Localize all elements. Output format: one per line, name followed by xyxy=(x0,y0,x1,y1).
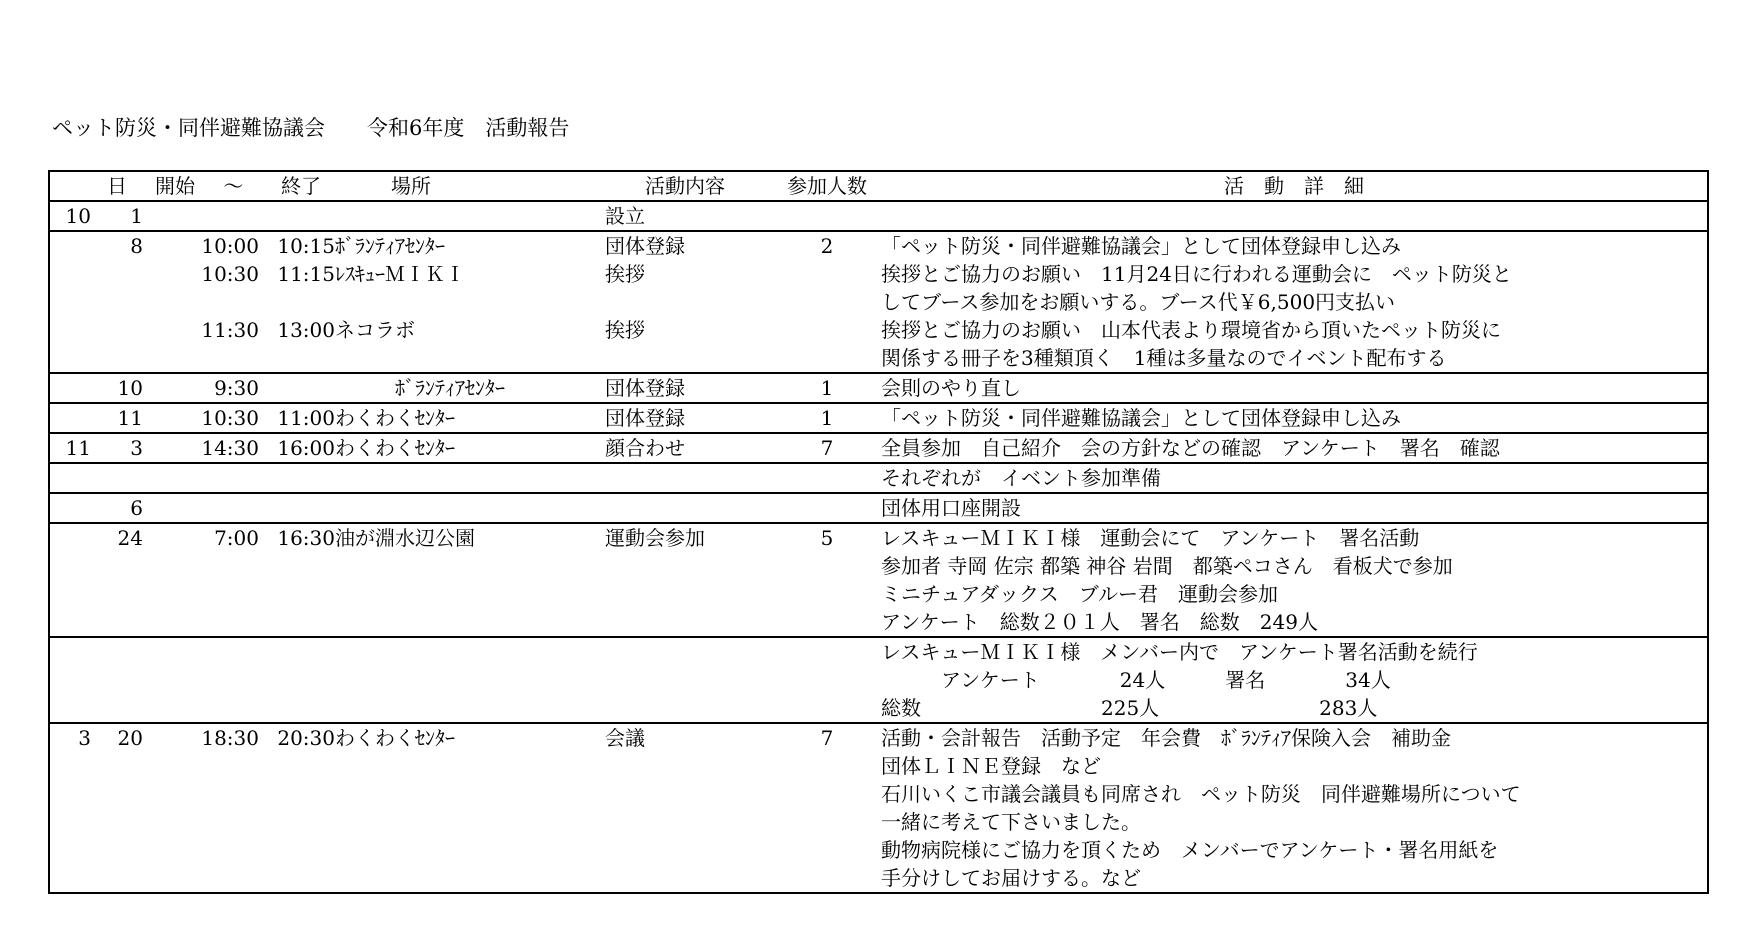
detail-cell: アンケート 24人 署名 34人 xyxy=(881,668,1391,692)
day-cell xyxy=(91,552,143,580)
end-time-cell xyxy=(259,666,335,694)
month-cell xyxy=(49,780,91,808)
start-time-cell xyxy=(143,463,259,493)
activity-cell: 会議 xyxy=(605,726,645,750)
month-cell xyxy=(49,403,91,433)
month-cell xyxy=(49,694,91,723)
end-time-cell xyxy=(259,288,335,316)
activity-cell xyxy=(605,288,773,316)
header-participants: 参加人数 xyxy=(787,174,867,198)
end-time-cell xyxy=(259,580,335,608)
day-cell: 11 xyxy=(117,406,143,430)
table-row xyxy=(49,780,1708,808)
place-cell xyxy=(335,780,605,808)
activity-cell: 運動会参加 xyxy=(605,526,705,550)
header-day: 日 xyxy=(107,174,127,198)
participants-cell xyxy=(773,694,881,723)
activity-cell: 団体登録 xyxy=(605,406,685,430)
start-time-cell xyxy=(143,694,259,723)
table-row xyxy=(49,808,1708,836)
month-cell xyxy=(49,288,91,316)
month-cell xyxy=(49,580,91,608)
month-cell: 10 xyxy=(65,204,91,228)
day-cell: 24 xyxy=(117,526,143,550)
table-row xyxy=(49,260,1708,288)
participants-cell xyxy=(773,493,881,523)
end-time-cell: 20:30 xyxy=(277,726,335,750)
activity-cell xyxy=(605,780,773,808)
place-cell xyxy=(335,288,605,316)
detail-cell: 参加者 寺岡 佐宗 都築 神谷 岩間 都築ペコさん 看板犬で参加 xyxy=(881,554,1453,578)
table-row xyxy=(49,864,1708,893)
table-row xyxy=(49,523,1708,552)
start-time-cell: 10:30 xyxy=(201,406,259,430)
detail-cell: 団体ＬＩＮＥ登録 など xyxy=(881,754,1101,778)
month-cell xyxy=(49,666,91,694)
start-time-cell xyxy=(143,637,259,666)
start-time-cell: 18:30 xyxy=(201,726,259,750)
table-row xyxy=(49,694,1708,723)
participants-cell xyxy=(773,637,881,666)
table-row xyxy=(49,493,1708,523)
activity-cell xyxy=(605,864,773,893)
participants-cell xyxy=(773,316,881,344)
detail-cell: してブース参加をお願いする。ブース代￥6,500円支払い xyxy=(881,290,1396,314)
place-cell xyxy=(335,201,605,231)
table-row xyxy=(49,723,1708,752)
month-cell xyxy=(49,260,91,288)
place-cell xyxy=(335,463,605,493)
start-time-cell xyxy=(143,608,259,637)
month-cell xyxy=(49,836,91,864)
detail-cell: 一緒に考えて下さいました。 xyxy=(881,810,1141,834)
day-cell xyxy=(91,864,143,893)
start-time-cell: 10:00 xyxy=(201,234,259,258)
day-cell xyxy=(91,836,143,864)
table-row xyxy=(49,231,1708,260)
place-cell xyxy=(335,493,605,523)
month-cell xyxy=(49,637,91,666)
end-time-cell: 10:15 xyxy=(277,234,335,258)
table-row xyxy=(49,463,1708,493)
participants-cell: 5 xyxy=(820,526,834,550)
place-cell: わくわくｾﾝﾀｰ xyxy=(335,436,455,460)
place-cell xyxy=(335,836,605,864)
day-cell xyxy=(91,752,143,780)
detail-cell: ミニチュアダックス ブルー君 運動会参加 xyxy=(881,582,1278,606)
participants-cell: 7 xyxy=(820,436,834,460)
place-cell xyxy=(335,808,605,836)
end-time-cell: 11:00 xyxy=(277,406,335,430)
activity-cell xyxy=(605,493,773,523)
end-time-cell xyxy=(259,780,335,808)
activity-cell xyxy=(605,836,773,864)
activity-cell xyxy=(605,637,773,666)
month-cell xyxy=(49,608,91,637)
activity-report-table xyxy=(48,170,1709,894)
detail-cell: 活動・会計報告 活動予定 年会費 ﾎﾞﾗﾝﾃｨｱ保険入会 補助金 xyxy=(881,726,1451,750)
participants-cell xyxy=(773,836,881,864)
place-cell: わくわくｾﾝﾀｰ xyxy=(335,726,455,750)
table-row xyxy=(49,637,1708,666)
table-row xyxy=(49,373,1708,403)
document-title: ペット防災・同伴避難協議会 令和6年度 活動報告 xyxy=(52,116,570,140)
month-cell xyxy=(49,552,91,580)
place-cell xyxy=(335,552,605,580)
participants-cell: 7 xyxy=(820,726,834,750)
table-row xyxy=(49,288,1708,316)
detail-cell xyxy=(881,201,1708,231)
header-place: 場所 xyxy=(391,174,431,198)
activity-cell xyxy=(605,608,773,637)
activity-cell: 団体登録 xyxy=(605,376,685,400)
place-cell xyxy=(335,580,605,608)
place-cell xyxy=(335,608,605,637)
detail-cell: レスキューＭＩＫＩ様 メンバー内で アンケート署名活動を続行 xyxy=(881,640,1478,664)
table-row xyxy=(49,552,1708,580)
end-time-cell: 16:30 xyxy=(277,526,335,550)
end-time-cell xyxy=(259,694,335,723)
detail-cell: 「ペット防災・同伴避難協議会」として団体登録申し込み xyxy=(881,406,1401,430)
activity-cell xyxy=(605,752,773,780)
day-cell xyxy=(91,463,143,493)
start-time-cell xyxy=(143,752,259,780)
participants-cell xyxy=(773,201,881,231)
header-activity: 活動内容 xyxy=(645,174,725,198)
header-month-cell xyxy=(49,171,91,201)
detail-cell: 関係する冊子を3種類頂く 1種は多量なのでイベント配布する xyxy=(881,346,1447,370)
end-time-cell xyxy=(259,864,335,893)
participants-cell xyxy=(773,608,881,637)
month-cell xyxy=(49,316,91,344)
end-time-cell: 16:00 xyxy=(277,436,335,460)
end-time-cell: 13:00 xyxy=(277,318,335,342)
end-time-cell xyxy=(259,608,335,637)
participants-cell xyxy=(773,780,881,808)
place-cell: 油が淵水辺公園 xyxy=(335,526,475,550)
day-cell: 3 xyxy=(130,436,143,460)
participants-cell xyxy=(773,808,881,836)
end-time-cell xyxy=(259,808,335,836)
month-cell xyxy=(49,808,91,836)
end-time-cell xyxy=(259,344,335,373)
detail-cell: 手分けしてお届けする。など xyxy=(881,866,1141,890)
month-cell: 11 xyxy=(65,436,91,460)
start-time-cell xyxy=(143,808,259,836)
start-time-cell: 7:00 xyxy=(214,526,259,550)
header-start-label: 開始 xyxy=(155,174,195,198)
detail-cell: アンケート 総数２０１人 署名 総数 249人 xyxy=(881,610,1318,634)
participants-cell: 1 xyxy=(820,376,834,400)
table-row xyxy=(49,316,1708,344)
start-time-cell xyxy=(143,344,259,373)
day-cell xyxy=(91,666,143,694)
header-tilde: ～ xyxy=(223,174,244,198)
start-time-cell xyxy=(143,552,259,580)
day-cell xyxy=(91,694,143,723)
table-row xyxy=(49,580,1708,608)
end-time-cell xyxy=(259,493,335,523)
detail-cell: 総数 225人 283人 xyxy=(881,696,1378,720)
month-cell: 3 xyxy=(78,726,91,750)
end-time-cell xyxy=(259,373,335,403)
table-row xyxy=(49,403,1708,433)
place-cell xyxy=(335,344,605,373)
place-cell: ﾚｽｷｭｰＭＩＫＩ xyxy=(335,262,465,286)
detail-cell: 会則のやり直し xyxy=(881,376,1021,400)
participants-cell xyxy=(773,463,881,493)
place-cell xyxy=(335,864,605,893)
month-cell xyxy=(49,864,91,893)
day-cell: 6 xyxy=(130,496,143,520)
activity-cell: 挨拶 xyxy=(605,318,645,342)
month-cell xyxy=(49,463,91,493)
day-cell: 1 xyxy=(130,204,143,228)
day-cell xyxy=(91,316,143,344)
participants-cell xyxy=(773,752,881,780)
end-time-cell xyxy=(259,552,335,580)
day-cell xyxy=(91,580,143,608)
detail-cell: レスキューＭＩＫＩ様 運動会にて アンケート 署名活動 xyxy=(881,526,1420,550)
end-time-cell xyxy=(259,637,335,666)
place-cell: ﾎﾞﾗﾝﾃｨｱｾﾝﾀｰ xyxy=(335,234,445,258)
month-cell xyxy=(49,523,91,552)
activity-cell: 設立 xyxy=(605,204,645,228)
month-cell xyxy=(49,752,91,780)
start-time-cell xyxy=(143,780,259,808)
participants-cell xyxy=(773,260,881,288)
participants-cell xyxy=(773,666,881,694)
start-time-cell xyxy=(143,580,259,608)
table-header xyxy=(49,171,1708,201)
participants-cell: 1 xyxy=(820,406,834,430)
detail-cell: 挨拶とご協力のお願い 11月24日に行われる運動会に ペット防災と xyxy=(881,262,1512,286)
start-time-cell xyxy=(143,836,259,864)
start-time-cell xyxy=(143,864,259,893)
detail-cell: 動物病院様にご協力を頂くため メンバーでアンケート・署名用紙を xyxy=(881,838,1499,862)
activity-cell xyxy=(605,666,773,694)
month-cell xyxy=(49,493,91,523)
activity-cell xyxy=(605,463,773,493)
end-time-cell xyxy=(259,201,335,231)
participants-cell xyxy=(773,288,881,316)
day-cell xyxy=(91,344,143,373)
place-cell: わくわくｾﾝﾀｰ xyxy=(335,406,455,430)
table-body xyxy=(49,201,1708,893)
place-cell xyxy=(335,637,605,666)
end-time-cell xyxy=(259,752,335,780)
participants-cell xyxy=(773,580,881,608)
header-end: 終了 xyxy=(281,174,321,198)
table-row xyxy=(49,201,1708,231)
detail-cell: 石川いくこ市議会議員も同席され ペット防災 同伴避難場所について xyxy=(881,782,1521,806)
day-cell xyxy=(91,780,143,808)
start-time-cell: 14:30 xyxy=(201,436,259,460)
month-cell xyxy=(49,344,91,373)
table-row xyxy=(49,752,1708,780)
end-time-cell xyxy=(259,463,335,493)
participants-cell: 2 xyxy=(820,234,834,258)
activity-cell xyxy=(605,580,773,608)
place-cell xyxy=(335,694,605,723)
place-cell: ネコラボ xyxy=(335,318,415,342)
day-cell xyxy=(91,260,143,288)
detail-cell: 全員参加 自己紹介 会の方針などの確認 アンケート 署名 確認 xyxy=(881,436,1500,460)
day-cell: 20 xyxy=(117,726,143,750)
participants-cell xyxy=(773,344,881,373)
table-row xyxy=(49,433,1708,463)
end-time-cell: 11:15 xyxy=(277,262,335,286)
start-time-cell: 10:30 xyxy=(201,262,259,286)
header-start xyxy=(143,171,259,201)
activity-cell xyxy=(605,344,773,373)
detail-cell: 「ペット防災・同伴避難協議会」として団体登録申し込み xyxy=(881,234,1401,258)
detail-cell: それぞれが イベント参加準備 xyxy=(881,466,1161,490)
month-cell xyxy=(49,373,91,403)
detail-cell: 団体用口座開設 xyxy=(881,496,1021,520)
day-cell: 10 xyxy=(117,376,143,400)
activity-cell: 団体登録 xyxy=(605,234,685,258)
day-cell: 8 xyxy=(130,234,143,258)
participants-cell xyxy=(773,864,881,893)
start-time-cell xyxy=(143,201,259,231)
day-cell xyxy=(91,637,143,666)
start-time-cell xyxy=(143,666,259,694)
start-time-cell: 11:30 xyxy=(201,318,259,342)
place-cell xyxy=(335,666,605,694)
participants-cell xyxy=(773,552,881,580)
activity-cell xyxy=(605,552,773,580)
month-cell xyxy=(49,231,91,260)
table-row xyxy=(49,344,1708,373)
activity-cell xyxy=(605,694,773,723)
start-time-cell xyxy=(143,288,259,316)
day-cell xyxy=(91,608,143,637)
table-row xyxy=(49,836,1708,864)
table-row xyxy=(49,608,1708,637)
activity-cell xyxy=(605,808,773,836)
table-row xyxy=(49,666,1708,694)
day-cell xyxy=(91,808,143,836)
start-time-cell: 9:30 xyxy=(214,376,259,400)
activity-cell: 挨拶 xyxy=(605,262,645,286)
detail-cell: 挨拶とご協力のお願い 山本代表より環境省から頂いたペット防災に xyxy=(881,318,1501,342)
end-time-cell xyxy=(259,836,335,864)
place-cell xyxy=(335,752,605,780)
activity-cell: 顔合わせ xyxy=(605,436,685,460)
day-cell xyxy=(91,288,143,316)
start-time-cell xyxy=(143,493,259,523)
header-details: 活 動 詳 細 xyxy=(1224,174,1364,198)
place-cell: ﾎﾞﾗﾝﾃｨｱｾﾝﾀｰ xyxy=(335,376,505,400)
